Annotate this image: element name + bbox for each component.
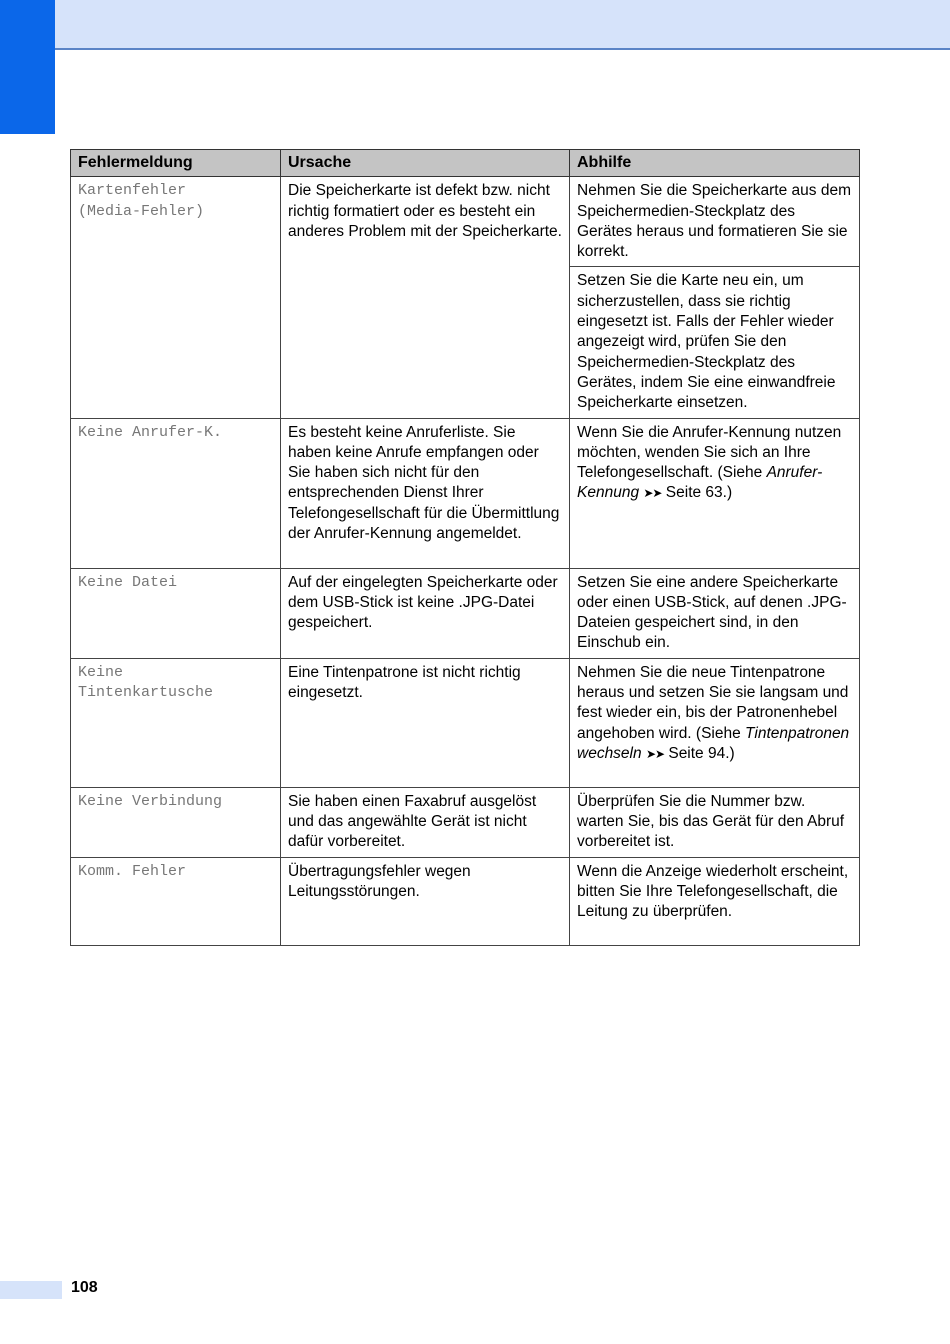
header-band xyxy=(0,0,950,50)
remedy-cell: Nehmen Sie die Speicherkarte aus dem Speichermedien-Steckplatz des Gerätes heraus und formatieren Sie sie korrekt. xyxy=(570,177,860,267)
header-remedy: Abhilfe xyxy=(570,150,860,177)
error-message-cell: Keine Datei xyxy=(71,568,281,658)
chapter-tab xyxy=(0,0,55,134)
reference-title: Tintenpatronen wechseln xyxy=(577,724,850,762)
remedy-cell: Überprüfen Sie die Nummer bzw. warten Sie, bis das Gerät für den Abruf vorbereitet ist. xyxy=(570,787,860,857)
cause-cell: Die Speicherkarte ist defekt bzw. nicht richtig formatiert oder es besteht ein anderes Problem mit der Speicherkarte. xyxy=(281,177,570,418)
error-message-cell: Komm. Fehler xyxy=(71,857,281,945)
remedy-cell: Setzen Sie eine andere Speicherkarte oder einen USB-Stick, auf denen .JPG-Dateien gespeichert sind, in den Einschub ein. xyxy=(570,568,860,658)
table-header-row xyxy=(71,150,860,177)
cause-cell: Es besteht keine Anruferliste. Sie haben keine Anrufe empfangen oder Sie haben sich nicht für den entsprechenden Dienst Ihrer Telefongesellschaft für die Übermittlung der Anrufer-Kennung angemeldet. xyxy=(281,418,570,568)
reference-title: Anrufer-Kennung xyxy=(577,464,823,502)
table-row xyxy=(71,418,860,568)
remedy-cell xyxy=(570,418,860,568)
remedy-cell xyxy=(570,658,860,787)
error-message-cell: Keine Verbindung xyxy=(71,787,281,857)
cause-cell: Sie haben einen Faxabruf ausgelöst und das angewählte Gerät ist nicht dafür vorbereitet. xyxy=(281,787,570,857)
error-message-cell: Kartenfehler (Media-Fehler) xyxy=(71,177,281,418)
reference-arrows-icon: ➤➤ xyxy=(645,746,665,761)
error-message-cell: Keine Tintenkartusche xyxy=(71,658,281,787)
table-row xyxy=(71,857,860,945)
table-row xyxy=(71,787,860,857)
table-row xyxy=(71,568,860,658)
table-row xyxy=(71,177,860,267)
remedy-text: Nehmen Sie die neue Tintenpatrone heraus und setzen Sie sie langsam und fest wieder ein, bis der Patronenhebel angehoben wird. (Siehe xyxy=(577,663,849,742)
remedy-text: Wenn Sie die Anrufer-Kennung nutzen möchten, wenden Sie sich an Ihre Telefongesellschaft. (Siehe xyxy=(577,423,842,482)
cause-cell: Übertragungsfehler wegen Leitungsstörungen. xyxy=(281,857,570,945)
table-row xyxy=(71,658,860,787)
error-message-cell: Keine Anrufer-K. xyxy=(71,418,281,568)
cause-cell: Eine Tintenpatrone ist nicht richtig eingesetzt. xyxy=(281,658,570,787)
reference-page: Seite 94.) xyxy=(664,744,735,762)
remedy-cell: Setzen Sie die Karte neu ein, um sicherzustellen, dass sie richtig eingesetzt ist. Falls der Fehler wieder angezeigt wird, prüfen Sie den Speichermedien-Steckplatz des Gerätes, indem Sie eine einwandfreie Speicherkarte einsetzen. xyxy=(570,267,860,418)
footer-band xyxy=(0,1281,62,1299)
page-number: 108 xyxy=(71,1279,98,1296)
remedy-cell: Wenn die Anzeige wiederholt erscheint, bitten Sie Ihre Telefongesellschaft, die Leitung zu überprüfen. xyxy=(570,857,860,945)
header-error-message: Fehlermeldung xyxy=(71,150,281,177)
reference-page: Seite 63.) xyxy=(661,484,733,502)
error-message-table xyxy=(70,149,860,946)
cause-cell: Auf der eingelegten Speicherkarte oder dem USB-Stick ist keine .JPG-Datei gespeichert. xyxy=(281,568,570,658)
reference-arrows-icon: ➤➤ xyxy=(643,486,662,501)
header-cause: Ursache xyxy=(281,150,570,177)
